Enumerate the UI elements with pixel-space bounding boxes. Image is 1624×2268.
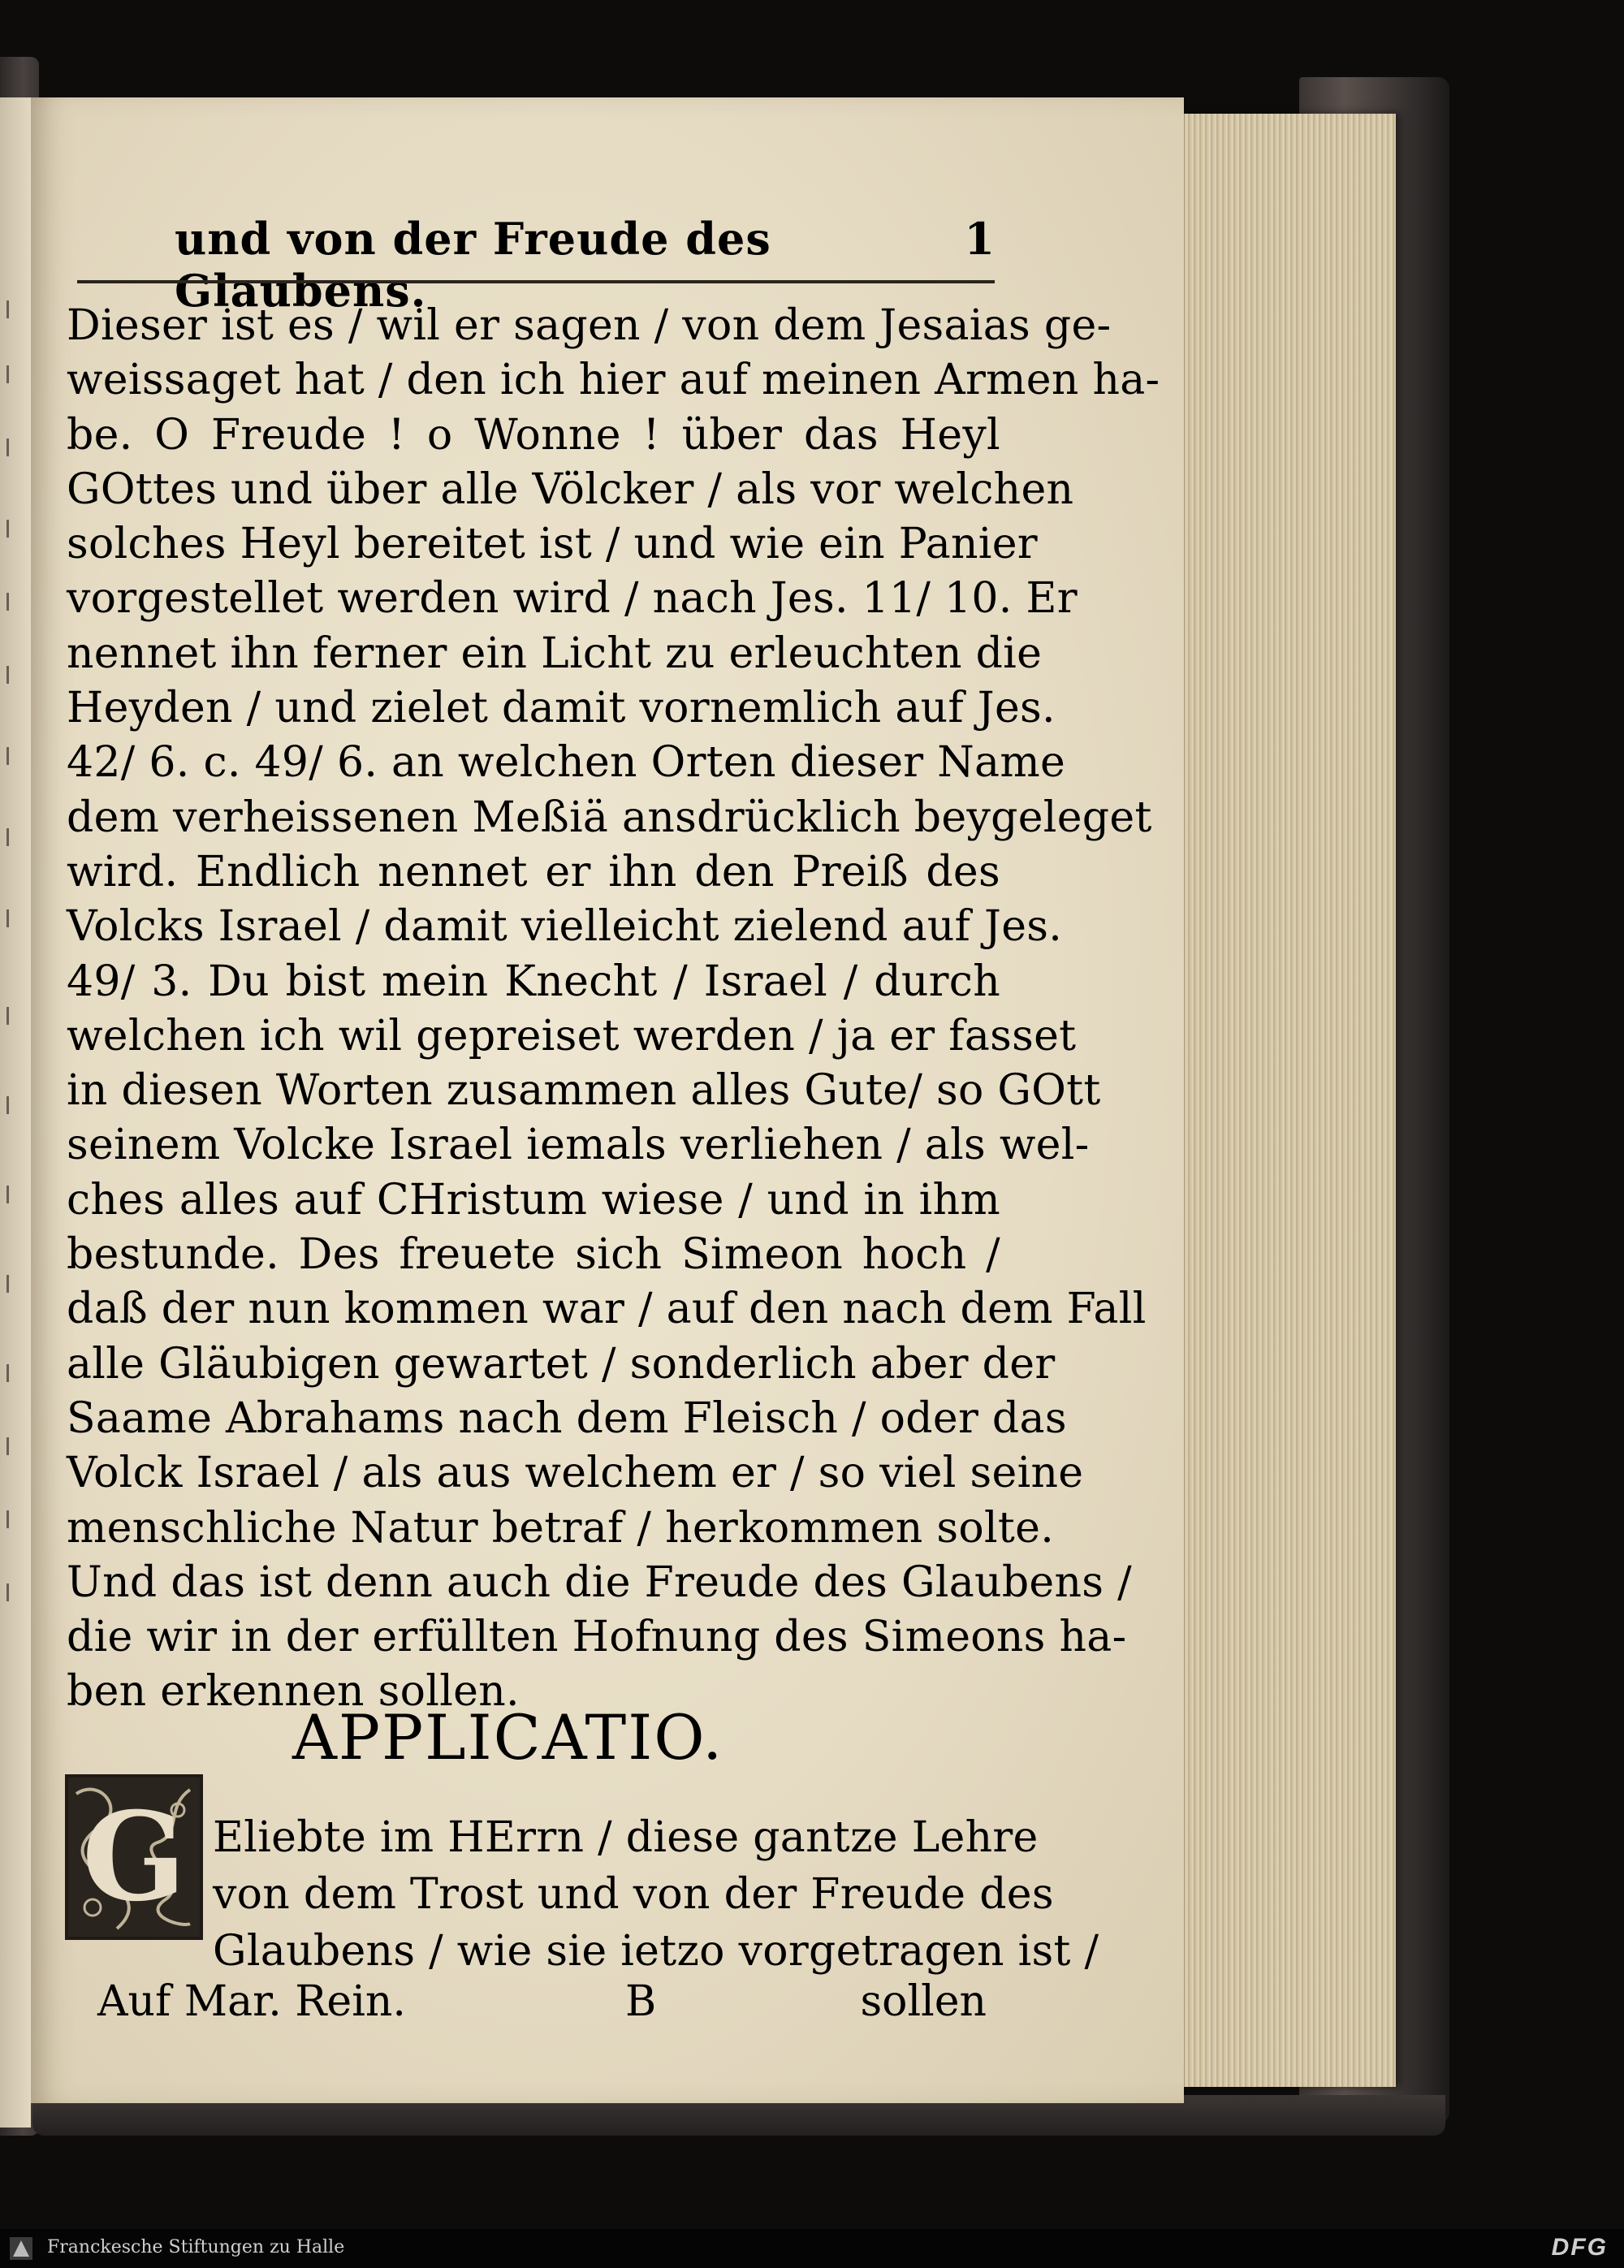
text-line: weissaget hat / den ich hier auf meinen Armen ha- (67, 356, 1160, 405)
section-heading: APPLICATIO. (292, 1701, 724, 1773)
text-line: die wir in der erfüllten Hofnung des Simeons ha- (67, 1613, 1127, 1662)
body-text (67, 299, 1160, 1720)
initial-letter: G (81, 1786, 187, 1929)
text-line: solches Heyl bereitet ist / und wie ein Panier (67, 520, 1038, 569)
text-line: Volck Israel / als aus welchem er / so viel seine (67, 1449, 1084, 1498)
text-line: ches alles auf CHristum wiese / und in ihm (67, 1175, 1000, 1225)
funder-logo: DFG (1551, 2234, 1608, 2261)
text-line: alle Gläubigen gewartet / sonderlich aber der (67, 1339, 1056, 1389)
text-line: von dem Trost und von der Freude des (213, 1870, 1054, 1919)
text-line: menschliche Natur betraf / herkommen solte. (67, 1503, 1055, 1553)
text-line: vorgestellet werden wird / nach Jes. 11/ 10. Er (67, 574, 1078, 624)
text-line: welchen ich wil gepreiset werden / ja er fasset (67, 1011, 1077, 1061)
text-line: bestunde. Des freuete sich Simeon hoch / (67, 1230, 1000, 1280)
text-line: daß der nun kommen war / auf den nach dem Fall (67, 1285, 1147, 1334)
footer-bar (0, 2229, 1624, 2268)
applicatio-text (213, 1809, 1099, 1980)
catchword: sollen (860, 1977, 987, 2026)
running-head (175, 213, 995, 317)
text-line: Glaubens / wie sie ietzo vorgetragen ist / (213, 1927, 1099, 1976)
running-title: und von der Freude des Glaubens. (175, 213, 771, 317)
signature-mark: B (625, 1977, 657, 2026)
text-line: dem verheissenen Meßiä ansdrücklich beygeleget (67, 793, 1152, 842)
signature-label: Auf Mar. Rein. (97, 1977, 406, 2026)
text-line: Heyden / und zielet damit vornemlich auf Jes. (67, 684, 1056, 733)
text-line: Und das ist denn auch die Freude des Glaubens / (67, 1557, 1132, 1607)
text-line: Saame Abrahams nach dem Fleisch / oder das (67, 1393, 1067, 1443)
institution-logo-icon (8, 2236, 34, 2262)
text-line: Eliebte im HErrn / diese gantze Lehre (213, 1813, 1039, 1862)
decorated-initial (65, 1774, 203, 1940)
page-number: 1 (964, 213, 995, 265)
text-line: in diesen Worten zusammen alles Gute/ so GOtt (67, 1066, 1101, 1116)
text-line: be. O Freude ! o Wonne ! über das Heyl (67, 410, 1000, 460)
page-block-edges (1181, 114, 1396, 2087)
text-line: nennet ihn ferner ein Licht zu erleuchten die (67, 629, 1043, 678)
text-line: wird. Endlich nennet er ihn den Preiß des (67, 847, 1000, 896)
text-line: ben erkennen sollen. (67, 1667, 520, 1717)
facing-page-ink-marks (0, 97, 31, 2128)
text-line: GOttes und über alle Völcker / als vor welchen (67, 464, 1074, 514)
catchline (97, 1973, 987, 2030)
header-rule (77, 280, 995, 283)
text-line: 42/ 6. c. 49/ 6. an welchen Orten dieser Name (67, 738, 1066, 788)
institution-name: Franckesche Stiftungen zu Halle (47, 2237, 345, 2257)
text-line: Dieser ist es / wil er sagen / von dem Jesaias ge- (67, 301, 1112, 350)
text-line: seinem Volcke Israel iemals verliehen / als wel- (67, 1121, 1090, 1170)
text-line: Volcks Israel / damit vielleicht zielend auf Jes. (67, 902, 1063, 952)
text-line: 49/ 3. Du bist mein Knecht / Israel / durch (67, 957, 1000, 1006)
